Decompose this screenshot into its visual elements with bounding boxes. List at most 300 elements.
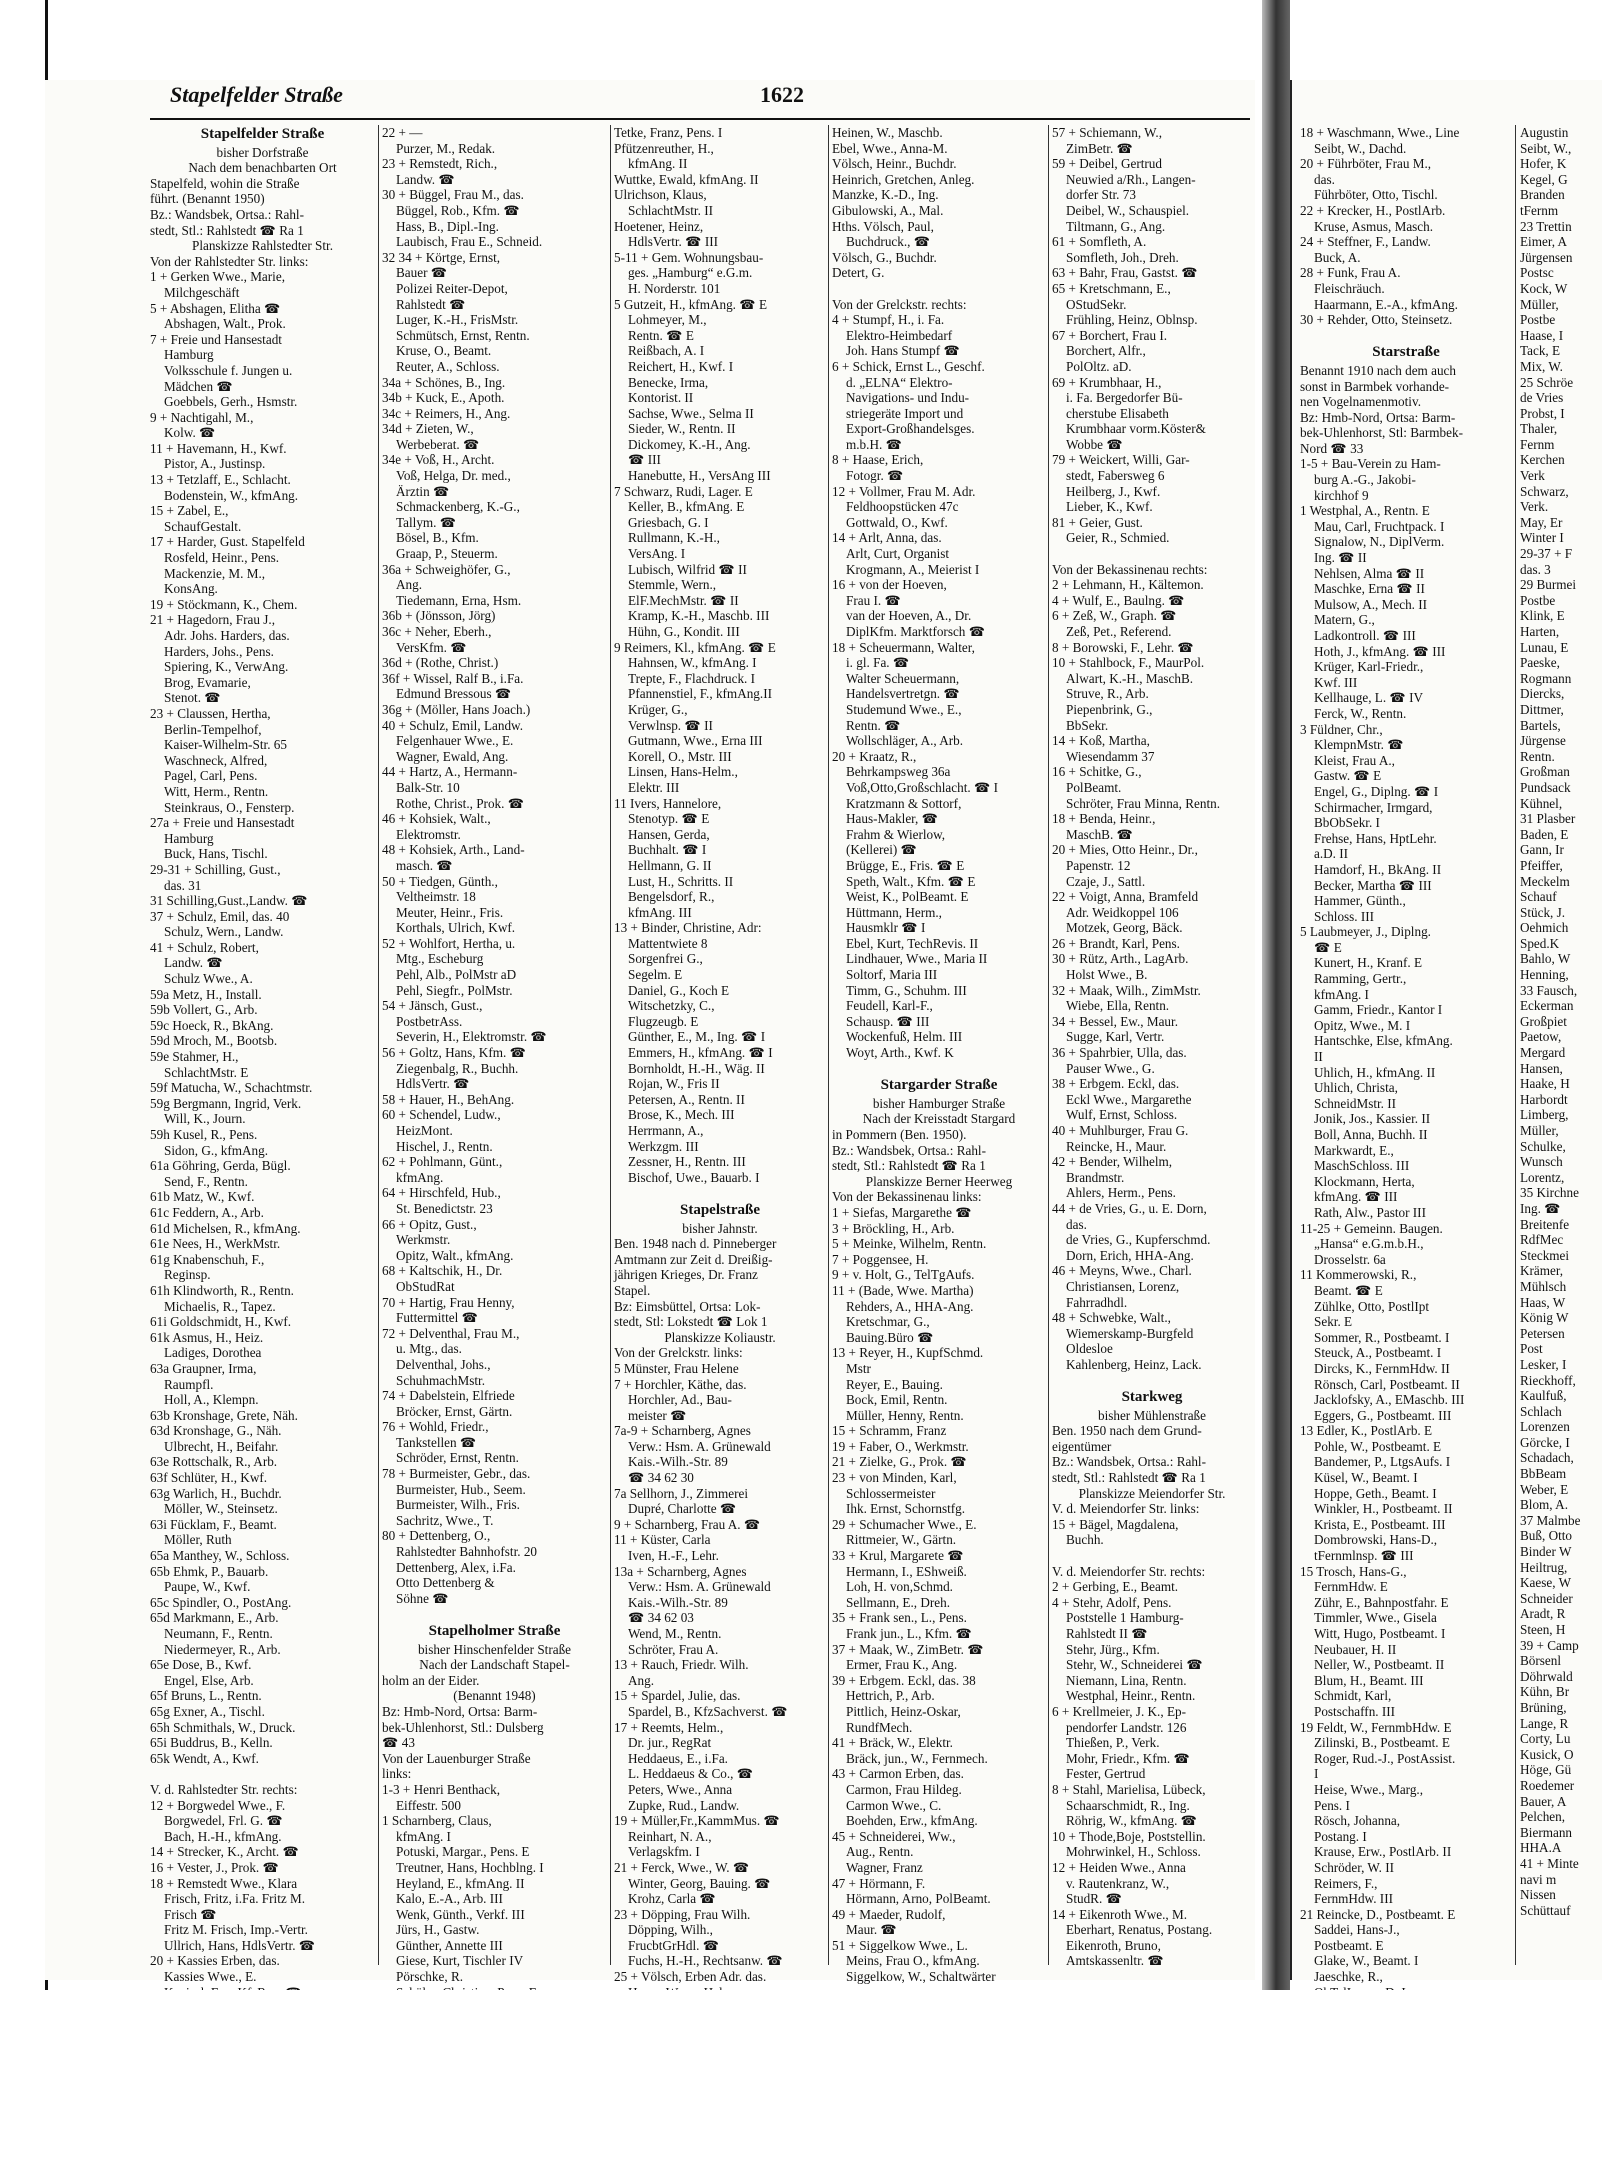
directory-line: Krista, E., Postbeamt. III	[1314, 1516, 1446, 1532]
directory-line: 15 + Bägel, Magdalena,	[1052, 1516, 1179, 1532]
book-binding	[1262, 0, 1290, 2177]
directory-line: HdlsVertr. ☎	[396, 1076, 470, 1092]
directory-line: 18 + Benda, Heinr.,	[1052, 811, 1156, 827]
directory-line: Hörmann, Arno, PolBeamt.	[846, 1891, 991, 1907]
directory-line: Sugge, Karl, Vertr.	[1066, 1029, 1165, 1045]
directory-line: Rieckhoff,	[1520, 1372, 1576, 1388]
directory-line: Flugzeugb. E	[628, 1013, 699, 1029]
directory-line: Navigations- und Indu-	[846, 390, 970, 406]
directory-line: Küsel, W., Beamt. I	[1314, 1470, 1418, 1486]
directory-line: 29-37 + F	[1520, 546, 1573, 562]
directory-line: Pelchen,	[1520, 1809, 1566, 1825]
directory-line: Kolw. ☎	[164, 425, 216, 441]
directory-line: das.	[1314, 171, 1335, 187]
directory-line: Ulrichson, Klaus,	[614, 187, 707, 203]
directory-line: Dickomey, K.-H., Ang.	[628, 436, 751, 452]
directory-line: Bandemer, P., LtgsAufs. I	[1314, 1454, 1451, 1470]
directory-line: Weber, E	[1520, 1481, 1569, 1497]
directory-line: Haarmann, E.-A., kfmAng.	[1314, 296, 1458, 312]
directory-line: Bach, H.-H., kfmAng.	[164, 1828, 282, 1844]
directory-line: Maur. ☎	[846, 1922, 897, 1938]
directory-line: Hammer, Günth.,	[1314, 893, 1406, 909]
directory-line: 44 + de Vries, G., u. E. Dorn,	[1052, 1200, 1207, 1216]
directory-line: 15 Trosch, Hans-G.,	[1300, 1563, 1407, 1579]
directory-line: Heddaeus, E., i.Fa.	[628, 1750, 728, 1766]
directory-line: a.D. II	[1314, 846, 1349, 862]
directory-line: 39 + Erbgem. Eckl, das. 38	[832, 1672, 976, 1688]
directory-line: bisher Hinschenfelder Straße	[417, 1641, 572, 1657]
directory-line: 2 + Gerbing, E., Beamt.	[1052, 1579, 1179, 1595]
directory-line: 65b Ehmk, P., Bauarb.	[150, 1563, 269, 1579]
directory-line: Landw. ☎	[396, 171, 455, 187]
directory-line: Gann, Ir	[1520, 842, 1564, 858]
directory-line: Schaarschmidt, R., Ing.	[1066, 1797, 1190, 1813]
directory-line: v. Rautenkranz, W.,	[1066, 1875, 1170, 1891]
directory-line: 39 + Camp	[1520, 1637, 1579, 1653]
directory-line: Bock, Emil, Rentn.	[846, 1392, 948, 1408]
directory-line: Buchhalt. ☎ I	[628, 842, 707, 858]
directory-line: Verwlnsp. ☎ II	[628, 717, 713, 733]
directory-line: Görcke, I	[1520, 1434, 1570, 1450]
directory-line: 59c Hoeck, R., BkAng.	[150, 1017, 274, 1033]
directory-line: Lust, H., Schritts. II	[628, 873, 734, 889]
directory-line: i. gl. Fa. ☎	[846, 655, 910, 671]
directory-line: Handelsvertretgn. ☎	[846, 686, 960, 702]
directory-line: VersKfm. ☎	[396, 639, 467, 655]
directory-line: Ang.	[396, 577, 423, 593]
directory-line: 34d + Zieten, W.,	[382, 421, 474, 437]
directory-line: 16 + Schitke, G.,	[1052, 764, 1142, 780]
directory-line: Buck, Hans, Tischl.	[164, 846, 268, 862]
directory-line: Dircks, K., FernmHdw. II	[1314, 1360, 1450, 1376]
directory-line: 4 + Stehr, Adolf, Pens.	[1052, 1594, 1172, 1610]
directory-line: Schulz Wwe., A.	[164, 971, 253, 987]
directory-line: Mix, W.	[1520, 358, 1563, 374]
directory-line: 49 + Maeder, Rudolf,	[832, 1906, 946, 1922]
directory-line: Breitenfe	[1520, 1216, 1570, 1232]
directory-line: 61d Michelsen, R., kfmAng.	[150, 1220, 301, 1236]
directory-line: Schulke,	[1520, 1138, 1566, 1154]
directory-line: in Pommern (Ben. 1950).	[832, 1127, 967, 1142]
directory-line: Spiering, K., VerwAng.	[164, 659, 289, 675]
directory-line: BbObSekr. I	[1314, 815, 1380, 831]
directory-line: Schmackenberg, K.-G.,	[396, 499, 520, 515]
directory-line: 22 + Krecker, H., PostlArb.	[1300, 202, 1446, 218]
directory-line: Benannt 1910 nach dem auch	[1300, 362, 1457, 378]
directory-line: Verw.: Hsm. A. Grünewald	[628, 1438, 771, 1454]
directory-line: 24 + Steffner, F., Landw.	[1300, 234, 1431, 250]
directory-line: Ferck, W., Rentn.	[1314, 705, 1407, 721]
directory-line: Pörschke, R.	[396, 1969, 464, 1985]
directory-line: Döpping, Wilh.,	[628, 1922, 713, 1938]
directory-line: Meuter, Heinr., Fris.	[396, 904, 504, 920]
directory-line: Büggel, Rob., Kfm. ☎	[396, 202, 520, 218]
directory-line: Kerchen	[1520, 452, 1565, 468]
directory-line: Frahm & Wierlow,	[846, 826, 946, 842]
directory-line: Nach dem benachbarten Ort	[188, 160, 337, 176]
directory-line: Heyland, E., kfmAng. II	[396, 1875, 525, 1891]
directory-line: Delventhal, Johs.,	[396, 1356, 491, 1372]
directory-line: 23 + Remstedt, Rich.,	[382, 156, 498, 172]
directory-line: KlempnMstr. ☎	[1314, 737, 1404, 753]
directory-line: Thießen, P., Verk.	[1066, 1735, 1160, 1751]
directory-line: Höge, Gü	[1520, 1762, 1572, 1778]
directory-line: Stenot. ☎	[164, 690, 221, 706]
directory-line: Hass, B., Dipl.-Ing.	[396, 218, 499, 234]
directory-line: 63b Kronshage, Grete, Näh.	[150, 1407, 298, 1423]
directory-line: Nord ☎ 33	[1300, 440, 1364, 456]
directory-line: Schulz, Wern., Landw.	[164, 924, 284, 940]
directory-line: Ahlers, Herm., Pens.	[1066, 1185, 1176, 1201]
directory-line: Gibulowski, A., Mal.	[832, 202, 944, 218]
directory-line: Adr. Johs. Harders, das.	[164, 628, 290, 643]
directory-line: 13 + Rauch, Friedr. Wilh.	[614, 1657, 749, 1673]
directory-line: OStudSekr.	[1066, 296, 1127, 312]
directory-line: 22 + Voigt, Anna, Bramfeld	[1052, 889, 1199, 905]
directory-line: Döhrwald	[1520, 1668, 1573, 1684]
directory-line: Hanebutte, H., VersAng III	[628, 468, 771, 484]
directory-line: Kaulfuß,	[1520, 1388, 1567, 1404]
directory-line: 31 Schilling,Gust.,Landw. ☎	[150, 893, 308, 909]
directory-line: Schloss. III	[1314, 908, 1375, 924]
directory-line: Schwarz,	[1520, 483, 1569, 499]
directory-line: Bröcker, Ernst, Gärtn.	[396, 1403, 513, 1419]
directory-line: van der Hoeven, A., Dr.	[846, 608, 972, 624]
directory-line: StudR. ☎	[1066, 1891, 1123, 1907]
directory-line: Mattentwiete 8	[628, 935, 708, 951]
column-divider	[1048, 125, 1049, 1965]
directory-line: Hansen, Gerda,	[628, 826, 710, 842]
directory-line: Petersen	[1520, 1325, 1565, 1341]
directory-line	[614, 1185, 826, 1201]
directory-line: Pfeiffer,	[1520, 857, 1563, 873]
directory-line: 5 + Abshagen, Elitha ☎	[150, 300, 281, 316]
directory-line: Zessner, H., Rentn. III	[628, 1154, 746, 1170]
column-1	[150, 125, 375, 1985]
directory-line: V. d. Meiendorfer Str. links:	[1052, 1501, 1200, 1517]
directory-line: Krause, Erw., PostlArb. II	[1314, 1844, 1452, 1860]
directory-line: Niemann, Lina, Rentn.	[1066, 1672, 1187, 1688]
directory-line: 35 + Frank sen., L., Pens.	[832, 1610, 967, 1626]
directory-line: 69 + Krumbhaar, H.,	[1052, 374, 1162, 390]
directory-line: Polizei Reiter-Depot,	[396, 280, 508, 296]
directory-line: Carmon Wwe., C.	[846, 1797, 942, 1813]
directory-line: 61a Göhring, Gerda, Bügl.	[150, 1158, 291, 1174]
directory-line: Binder W	[1520, 1544, 1572, 1560]
directory-line: 67 + Borchert, Frau I.	[1052, 327, 1168, 343]
directory-line: Rahlstedter Bahnhofstr. 20	[396, 1544, 538, 1560]
directory-line: Reimers, F.,	[1314, 1875, 1378, 1891]
directory-line: Sachse, Wwe., Selma II	[628, 405, 754, 421]
directory-line: Graap, P., Steuerm.	[396, 546, 498, 562]
directory-line: 33 + Krul, Margarete ☎	[832, 1548, 964, 1564]
directory-line: 13 + Reyer, H., KupfSchmd.	[832, 1345, 984, 1361]
directory-line: Korell, O., Mstr. III	[628, 748, 732, 764]
directory-line: 65c Spindler, O., PostAng.	[150, 1594, 292, 1610]
directory-line: 38 + Erbgem. Eckl, das.	[1052, 1076, 1180, 1092]
directory-line: Mühlsch	[1520, 1278, 1567, 1294]
directory-line: Ing. ☎ II	[1314, 550, 1367, 566]
directory-line: Pfannenstiel, F., kfmAng.II	[628, 686, 772, 702]
directory-line: de Vries	[1520, 390, 1564, 406]
directory-line: Hantschke, Else, kfmAng.	[1314, 1033, 1453, 1049]
directory-line: Hausmklr ☎ I	[846, 920, 926, 936]
directory-line: Buß, Otto	[1520, 1528, 1573, 1544]
directory-line: 63f Schlüter, H., Kwf.	[150, 1470, 268, 1486]
directory-line: 20 + Mies, Otto Heinr., Dr.,	[1052, 842, 1198, 858]
directory-line: Goebbels, Gerh., Hsmstr.	[164, 394, 298, 410]
directory-line: 65e Dose, B., Kwf.	[150, 1657, 252, 1673]
directory-line: Günther, E., M., Ing. ☎ I	[628, 1029, 766, 1045]
directory-line: 15 + Zabel, E.,	[150, 503, 229, 519]
directory-line: Schneider	[1520, 1590, 1573, 1606]
directory-line: Branden	[1520, 187, 1565, 203]
directory-line: 42 + Bender, Wilhelm,	[1052, 1154, 1173, 1170]
directory-line: Tetke, Franz, Pens. I	[614, 125, 723, 140]
directory-line: Bräck, jun., W., Fernmech.	[846, 1750, 988, 1766]
directory-line: 36c + Neher, Eberh.,	[382, 624, 492, 639]
directory-line: Kaese, W	[1520, 1575, 1572, 1591]
directory-line: Schmidt, Karl,	[1314, 1688, 1392, 1704]
directory-line: Eberhart, Renatus, Postang.	[1066, 1922, 1213, 1938]
directory-line: 40 + Schulz, Emil, Landw.	[382, 717, 523, 733]
directory-line: Engel, Else, Arb.	[164, 1672, 254, 1688]
directory-line: das. 3	[1520, 561, 1551, 577]
directory-line: 11 Kommerowski, R.,	[1300, 1267, 1417, 1283]
directory-line: Abshagen, Walt., Prok.	[164, 316, 286, 332]
directory-line: Roger, Rud.-J., PostAssist.	[1314, 1750, 1456, 1766]
directory-line: 60 + Schendel, Ludw.,	[382, 1107, 501, 1123]
directory-line: Rosfeld, Heinr., Pens.	[164, 550, 280, 566]
directory-line: 8 + Haase, Erich,	[832, 452, 924, 468]
directory-line: kirchhof 9	[1314, 487, 1369, 503]
directory-line: Saddei, Hans-J.,	[1314, 1922, 1400, 1938]
directory-line: Ziegenbalg, R., Buchh.	[396, 1060, 519, 1076]
directory-line: Burmeister, Hub., Seem.	[396, 1481, 526, 1497]
directory-line: 61 + Somfleth, A.	[1052, 234, 1147, 250]
directory-line: Sekr. E	[1314, 1314, 1353, 1330]
directory-line: 36 + Spahrbier, Ulla, das.	[1052, 1045, 1187, 1061]
directory-line: Dittmer,	[1520, 701, 1564, 717]
directory-line: Planskizze Koliaustr.	[664, 1329, 776, 1345]
directory-line: Postschaffn. III	[1314, 1703, 1396, 1719]
directory-line: masch. ☎	[396, 857, 453, 873]
directory-line: Kwf. III	[1314, 674, 1358, 690]
directory-line: 59f Matucha, W., Schachtmstr.	[150, 1080, 313, 1096]
directory-line: Piepenbrink, G.,	[1066, 701, 1153, 717]
directory-line: 65f Bruns, L., Rentn.	[150, 1688, 262, 1704]
directory-line: Signalow, N., DiplVerm.	[1314, 534, 1445, 550]
directory-line: Beamt. ☎ E	[1314, 1282, 1383, 1298]
directory-line: Jonik, Jos., Kassier. II	[1314, 1111, 1431, 1127]
directory-line: Bz.: Wandsbek, Ortsa.: Rahl-	[1052, 1454, 1206, 1470]
directory-line: 47 + Hörmann, F.	[832, 1875, 926, 1891]
directory-line: 30 + Rehder, Otto, Steinsetz.	[1300, 312, 1453, 328]
directory-line: MaschSchloss. III	[1314, 1158, 1410, 1174]
directory-line: Pfützenreuther, H.,	[614, 140, 714, 156]
directory-line: Loh, H. von,Schmd.	[846, 1579, 953, 1595]
directory-line: Krumbhaar vorm.Köster&	[1066, 421, 1206, 437]
directory-line: burg A.-G., Jakobi-	[1314, 472, 1416, 488]
directory-line: Henning,	[1520, 967, 1569, 983]
directory-line: 1 + Gerken Wwe., Marie,	[150, 269, 285, 285]
directory-line: 59e Stahmer, H.,	[150, 1049, 239, 1065]
directory-line: 65i Buddrus, B., Kelln.	[150, 1735, 273, 1751]
directory-line: 34c + Reimers, H., Ang.	[382, 405, 511, 421]
directory-line: Gamm, Friedr., Kantor I	[1314, 1002, 1443, 1018]
directory-line: Gutmann, Wwe., Erna III	[628, 733, 763, 749]
directory-line: Reuter, A., Schloss.	[396, 358, 500, 374]
directory-line: Stapelfeld, wohin die Straße	[150, 175, 300, 191]
directory-line: HHA.A	[1520, 1840, 1562, 1856]
column-5	[1052, 125, 1252, 1980]
directory-line: 19 + Faber, O., Werkmstr.	[832, 1438, 969, 1454]
directory-line: 18 + Waschmann, Wwe., Line	[1300, 125, 1460, 140]
directory-line: Westphal, Heinr., Rentn.	[1066, 1688, 1196, 1704]
directory-line: 21 + Zielke, G., Prok. ☎	[832, 1454, 967, 1470]
directory-line: 17 + Harder, Gust. Stapelfeld	[150, 534, 305, 550]
directory-line: Zilinski, B., Postbeamt. E	[1314, 1735, 1450, 1751]
directory-line: 3 Füldner, Chr.,	[1300, 721, 1383, 737]
directory-line: Kruse, O., Beamt.	[396, 343, 492, 359]
directory-line: 29 Burmei	[1520, 577, 1577, 593]
directory-line: Fahrradhdl.	[1066, 1294, 1128, 1310]
directory-line: Bodenstein, W., kfmAng.	[164, 487, 299, 503]
directory-line: Stück, J.	[1520, 904, 1566, 920]
directory-line: Müller,	[1520, 296, 1559, 312]
directory-line: Rothe, Christ., Prok. ☎	[396, 795, 525, 811]
directory-line: Siggelkow, W., Schaltwärter	[846, 1969, 996, 1985]
directory-line: ElF.MechMstr. ☎ II	[628, 592, 739, 608]
directory-line: Otto Dettenberg &	[396, 1575, 495, 1591]
directory-line: Von der Bekassinenau rechts:	[1052, 561, 1208, 577]
directory-line: Lieber, K., Kwf.	[1066, 499, 1153, 515]
directory-line: 8 + Stahl, Marielisa, Lübeck,	[1052, 1781, 1206, 1797]
directory-line: Führböter, Otto, Tischl.	[1314, 187, 1438, 203]
directory-line: Borchert, Alfr.,	[1066, 343, 1146, 359]
directory-line: 61h Klindworth, R., Rentn.	[150, 1282, 294, 1298]
directory-line: Hamburg	[164, 347, 214, 363]
directory-line: Blom, A.	[1520, 1497, 1568, 1513]
directory-line: Wunsch	[1520, 1154, 1563, 1170]
directory-line: Emmers, H., kfmAng. ☎ I	[628, 1045, 773, 1061]
directory-line: Günther, Annette III	[396, 1937, 503, 1953]
directory-line: kfmAng. I	[1314, 986, 1369, 1002]
directory-line: 12 + Vollmer, Frau M. Adr.	[832, 483, 976, 499]
directory-line: Kalo, E.-A., Arb. III	[396, 1891, 503, 1907]
directory-line: SchneidMstr. II	[1314, 1095, 1397, 1111]
directory-line: ☎ 34 62 30	[628, 1470, 694, 1486]
directory-line: FernmHdw. III	[1314, 1891, 1393, 1907]
directory-line: Schröter, Frau Minna, Rentn.	[1066, 795, 1221, 811]
directory-line: 23 Trettin	[1520, 218, 1572, 234]
directory-line: Kunert, H., Kranf. E	[1314, 955, 1423, 971]
directory-line: 34a + Schönes, B., Ing.	[382, 374, 506, 390]
directory-line: MaschB. ☎	[1066, 826, 1133, 842]
street-heading: Stapelstraße	[680, 1201, 760, 1218]
directory-line: Biermann	[1520, 1824, 1573, 1840]
directory-line: Glake, W., Beamt. I	[1314, 1953, 1419, 1969]
directory-line: Kellhauge, L. ☎ IV	[1314, 690, 1424, 706]
directory-line: Witt, Herm., Rentn.	[164, 783, 269, 799]
page-header	[125, 82, 1245, 112]
directory-line: Horchler, Ad., Bau-	[628, 1392, 732, 1408]
directory-line: Joh. Hans Stumpf ☎	[846, 343, 960, 359]
directory-line: Rentn. ☎	[846, 717, 901, 733]
directory-line: Eckl Wwe., Margarethe	[1066, 1091, 1192, 1107]
directory-line: 11 + Küster, Carla	[614, 1532, 711, 1548]
directory-line: Boehden, Erw., kfmAng.	[846, 1813, 978, 1829]
directory-line: Will, K., Journ.	[164, 1111, 246, 1127]
directory-line: Mau, Carl, Fruchtpack. I	[1314, 518, 1445, 534]
directory-line: 33 Fausch,	[1520, 982, 1578, 998]
directory-line: stedt, Stl.: Rahlstedt ☎ Ra 1	[832, 1158, 986, 1174]
directory-line: Holl, A., Klempn.	[164, 1392, 259, 1408]
directory-line	[382, 1606, 607, 1622]
directory-line: 59h Kusel, R., Pens.	[150, 1127, 258, 1142]
directory-line: Krüger, G.,	[628, 701, 688, 717]
directory-line: Somfleth, Joh., Dreh.	[1066, 249, 1179, 265]
directory-line: Uhlich, H., kfmAng. II	[1314, 1064, 1436, 1080]
directory-line: Mtg., Escheburg	[396, 951, 484, 967]
directory-line: Frank jun., L., Kfm. ☎	[846, 1626, 972, 1641]
directory-line: Lorentz,	[1520, 1169, 1565, 1185]
directory-line: Limberg,	[1520, 1107, 1569, 1123]
directory-line: Bornholdt, H.-H., Wäg. II	[628, 1060, 765, 1076]
directory-line: stedt, Stl.: Rahlstedt ☎ Ra 1	[1052, 1470, 1206, 1486]
directory-line: 36b + (Jönsson, Jörg)	[382, 608, 496, 624]
directory-line: Gottwald, O., Kwf.	[846, 514, 948, 530]
directory-line: stedt, Fabersweg 6	[1066, 468, 1165, 484]
directory-line: 5 + Meinke, Wilhelm, Rentn.	[832, 1236, 987, 1252]
directory-line: Wiebe, Ella, Rentn.	[1066, 998, 1170, 1014]
directory-line: Heiltrug,	[1520, 1559, 1568, 1575]
directory-line: Motzek, Georg, Bäck.	[1066, 920, 1183, 936]
directory-line: Thaler,	[1520, 421, 1558, 437]
directory-line: 1-3 + Henri Benthack,	[382, 1781, 501, 1797]
directory-line: Ang.	[628, 1672, 655, 1688]
directory-line: Harbordt	[1520, 1091, 1568, 1107]
directory-line: 5 Münster, Frau Helene	[614, 1360, 739, 1376]
directory-line: Postbeamt. E	[1314, 1937, 1384, 1953]
directory-line: Reyer, E., Bauing.	[846, 1376, 943, 1392]
directory-line: 13 + Binder, Christine, Adr:	[614, 920, 762, 936]
directory-line: Steckmei	[1520, 1247, 1570, 1263]
directory-line: Schlach	[1520, 1403, 1562, 1419]
directory-line: Seibt, W.,	[1520, 140, 1572, 156]
directory-line: 7 + Freie und Hansestadt	[150, 331, 282, 347]
directory-line: Von der Bekassinenau links:	[832, 1189, 982, 1205]
page-number: 1622	[760, 82, 804, 107]
directory-line: Schirmacher, Irmgard,	[1314, 799, 1433, 815]
directory-line: holm an der Eider.	[382, 1672, 480, 1688]
directory-line: Planskizze Meiendorfer Str.	[1078, 1485, 1226, 1501]
directory-line: Hettrich, P., Arb.	[846, 1688, 935, 1704]
directory-line: Mergard	[1520, 1045, 1566, 1061]
directory-line: Kleist, Frau A.,	[1314, 752, 1395, 768]
directory-line: Kretschmar, G.,	[846, 1314, 930, 1330]
directory-line: Voß, Helga, Dr. med.,	[396, 468, 511, 484]
directory-line: 52 + Wohlfort, Hertha, u.	[382, 935, 516, 951]
directory-line: Kaiser-Wilhelm-Str. 65	[164, 737, 287, 753]
directory-line: Paetow,	[1520, 1029, 1562, 1045]
directory-line: Maschke, Erna ☎ II	[1314, 581, 1425, 597]
directory-line: ☎ III	[628, 452, 661, 468]
directory-line: SchlachtMstr. E	[164, 1064, 249, 1080]
directory-line: Möller, Ruth	[164, 1532, 232, 1548]
directory-line: Schausp. ☎ III	[846, 1013, 930, 1029]
directory-line: Verk	[1520, 468, 1545, 484]
